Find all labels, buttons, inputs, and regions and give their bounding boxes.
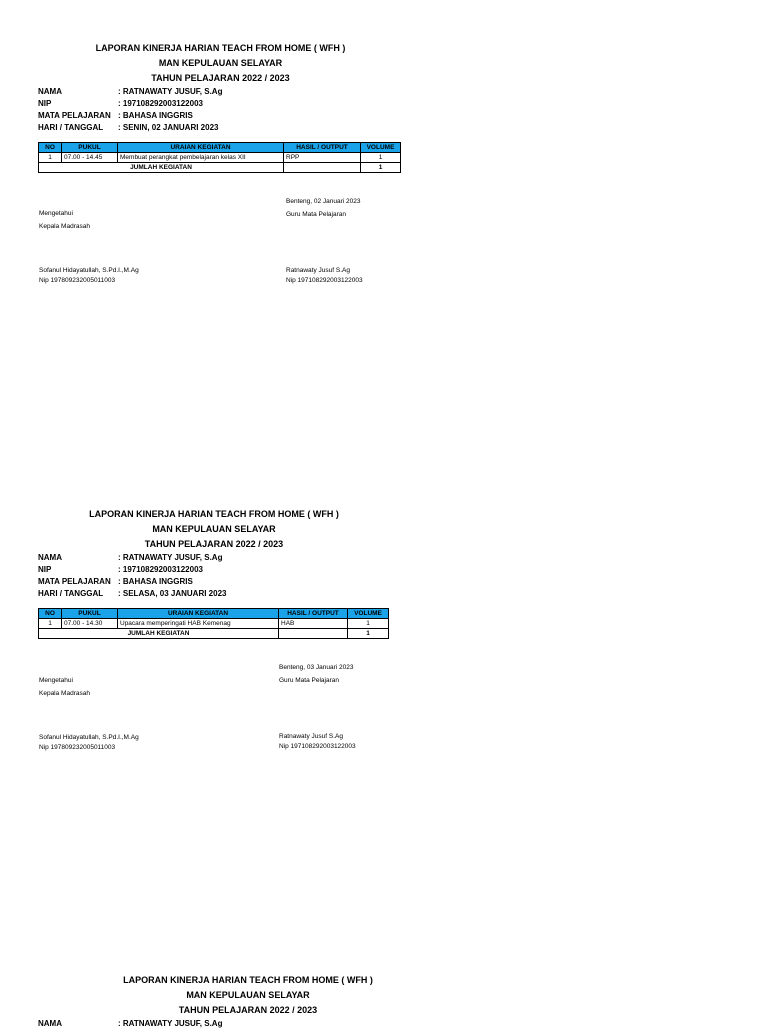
info-row-tanggal (38, 122, 438, 134)
report-1 (38, 41, 438, 173)
info-row-nama (38, 552, 438, 564)
report-3 (38, 973, 438, 1030)
guru-name: Ratnawaty Jusuf S.Ag (286, 267, 350, 274)
title-line-1: LAPORAN KINERJA HARIAN TEACH FROM HOME ( WFH ) (95, 43, 346, 53)
info-value: : SENIN, 02 JANUARI 2023 (118, 123, 219, 132)
total-label: JUMLAH KEGIATAN (39, 629, 279, 639)
title-line-3: TAHUN PELAJARAN 2022 / 2023 (151, 73, 290, 83)
kepala-nip: Nip 197809232005011003 (39, 744, 116, 751)
cell-pukul: 07.00 - 14.30 (62, 619, 118, 629)
info-value: : RATNAWATY JUSUF, S.Ag (118, 87, 223, 96)
title-line-3: TAHUN PELAJARAN 2022 / 2023 (178, 1005, 318, 1015)
right-signature (279, 661, 356, 753)
info-value: : 197108292003122003 (118, 99, 203, 108)
header-no: NO (39, 609, 62, 619)
table-header-row (39, 609, 389, 619)
place-date: Benteng, 03 Januari 2023 (279, 664, 354, 671)
kepala-label: Kepala Madrasah (39, 690, 90, 697)
info-value: : RATNAWATY JUSUF, S.Ag (118, 1019, 223, 1028)
cell-volume: 1 (348, 619, 389, 629)
info-block (38, 552, 438, 600)
report-2 (38, 507, 438, 639)
info-row-nama (38, 1018, 438, 1030)
mengetahui-label: Mengetahui (39, 210, 73, 217)
total-empty (279, 629, 348, 639)
report-title (38, 973, 458, 1018)
info-label: MATA PELAJARAN (38, 577, 111, 586)
title-line-2: MAN KEPULAUAN SELAYAR (186, 990, 310, 1000)
header-hasil: HASIL / OUTPUT (284, 143, 361, 153)
guru-label: Guru Mata Pelajaran (279, 677, 339, 684)
guru-nip: Nip 197108292003122003 (286, 277, 363, 284)
report-title (38, 507, 390, 552)
title-line-3: TAHUN PELAJARAN 2022 / 2023 (144, 539, 284, 549)
cell-uraian: Upacara memperingati HAB Kemenag (118, 619, 279, 629)
title-line-1: LAPORAN KINERJA HARIAN TEACH FROM HOME ( WFH ) (89, 509, 339, 519)
left-signature (39, 207, 139, 287)
table-header-row (39, 143, 401, 153)
cell-pukul: 07.00 - 14.45 (62, 153, 118, 163)
info-value: : SELASA, 03 JANUARI 2023 (118, 589, 227, 598)
cell-no: 1 (39, 619, 62, 629)
cell-volume: 1 (361, 153, 401, 163)
info-value: : RATNAWATY JUSUF, S.Ag (118, 553, 223, 562)
kepala-label: Kepala Madrasah (39, 223, 90, 230)
title-line-2: MAN KEPULAUAN SELAYAR (158, 58, 283, 68)
total-label: JUMLAH KEGIATAN (39, 163, 284, 173)
info-row-nip (38, 564, 438, 576)
info-value: : BAHASA INGGRIS (118, 111, 193, 120)
info-label: MATA PELAJARAN (38, 111, 111, 120)
info-row-nama (38, 86, 438, 98)
total-value: 1 (348, 629, 389, 639)
table-row (39, 153, 401, 163)
header-volume: VOLUME (348, 609, 389, 619)
cell-no: 1 (39, 153, 62, 163)
info-row-mapel (38, 576, 438, 588)
header-pukul: PUKUL (62, 609, 118, 619)
info-block (38, 86, 438, 134)
info-value: : BAHASA INGGRIS (118, 577, 193, 586)
cell-hasil: RPP (284, 153, 361, 163)
report-title (38, 41, 403, 86)
info-label: HARI / TANGGAL (38, 123, 104, 132)
right-signature (286, 195, 363, 287)
total-row (39, 629, 389, 639)
cell-uraian: Membuat perangkat pembelajaran kelas XII (118, 153, 284, 163)
header-hasil: HASIL / OUTPUT (279, 609, 348, 619)
header-pukul: PUKUL (62, 143, 118, 153)
guru-label: Guru Mata Pelajaran (286, 211, 346, 218)
activity-table (38, 608, 389, 639)
total-value: 1 (361, 163, 401, 173)
kepala-name: Sofanul Hidayatullah, S.Pd.I.,M.Ag (39, 267, 139, 274)
kepala-name: Sofanul Hidayatullah, S.Pd.I.,M.Ag (39, 734, 139, 741)
mengetahui-label: Mengetahui (39, 677, 73, 684)
info-label: HARI / TANGGAL (38, 589, 104, 598)
title-line-1: LAPORAN KINERJA HARIAN TEACH FROM HOME ( WFH ) (123, 975, 373, 985)
info-row-mapel (38, 110, 438, 122)
title-line-2: MAN KEPULAUAN SELAYAR (152, 524, 276, 534)
info-label: NAMA (38, 1019, 62, 1028)
total-row (39, 163, 401, 173)
info-label: NIP (38, 565, 52, 574)
info-label: NIP (38, 99, 52, 108)
info-label: NAMA (38, 87, 62, 96)
header-no: NO (39, 143, 62, 153)
place-date: Benteng, 02 Januari 2023 (286, 198, 361, 205)
guru-nip: Nip 197108292003122003 (279, 743, 356, 750)
info-label: NAMA (38, 553, 62, 562)
guru-name: Ratnawaty Jusuf S.Ag (279, 733, 343, 740)
header-uraian: URAIAN KEGIATAN (118, 609, 279, 619)
activity-table (38, 142, 401, 173)
info-block (38, 1018, 438, 1030)
info-row-nip (38, 98, 438, 110)
info-row-tanggal (38, 588, 438, 600)
cell-hasil: HAB (279, 619, 348, 629)
kepala-nip: Nip 197809232005011003 (39, 277, 116, 284)
header-volume: VOLUME (361, 143, 401, 153)
info-value: : 197108292003122003 (118, 565, 203, 574)
header-uraian: URAIAN KEGIATAN (118, 143, 284, 153)
total-empty (284, 163, 361, 173)
left-signature (39, 674, 139, 754)
table-row (39, 619, 389, 629)
